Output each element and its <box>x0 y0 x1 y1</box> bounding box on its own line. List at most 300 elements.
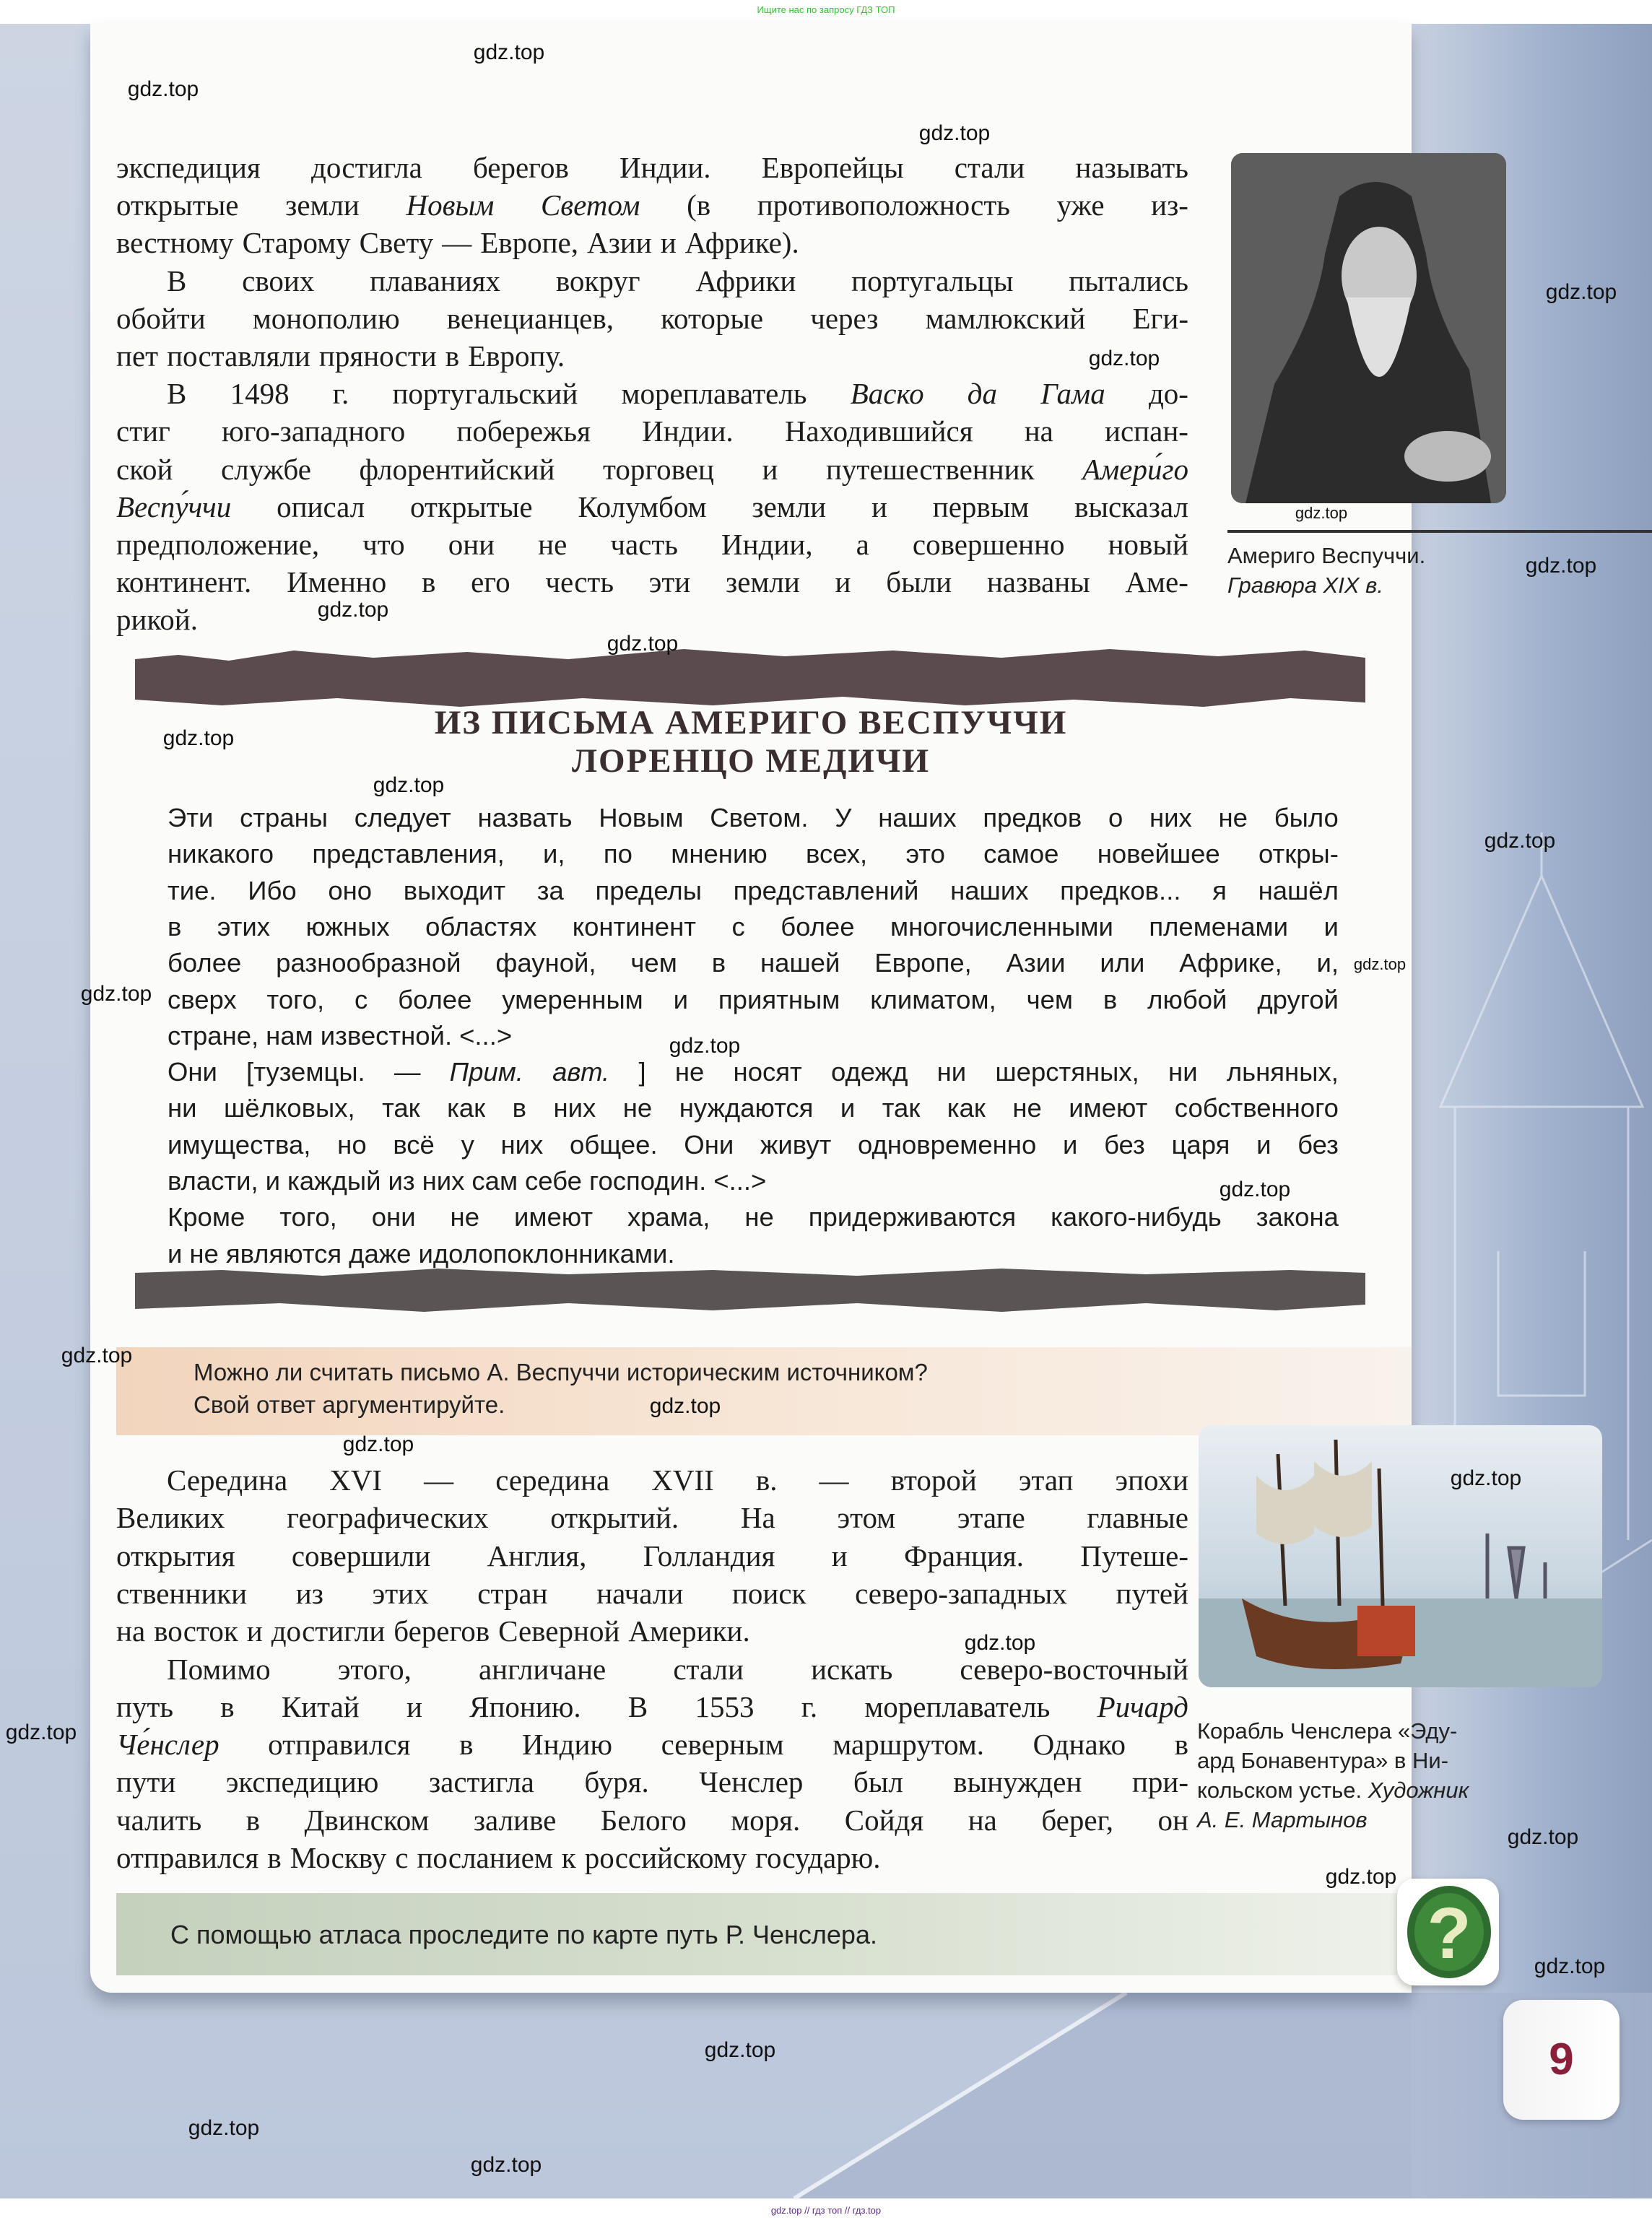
text-word: предков... <box>1060 875 1181 905</box>
text-line <box>116 1801 1188 1839</box>
text-word: этом <box>837 1501 896 1535</box>
text-word: живут <box>760 1129 832 1160</box>
text-word: храма, <box>627 1202 710 1232</box>
text-word: и <box>1323 911 1339 941</box>
letter-title-line2: ЛОРЕНЦО МЕДИЧИ <box>571 742 931 780</box>
text-word: в <box>512 1093 527 1123</box>
text-word: и <box>835 565 851 599</box>
text-word: 1498 <box>230 377 290 411</box>
text-word: г. <box>801 1689 818 1723</box>
text-word: нашёл <box>1258 875 1339 905</box>
text-line <box>116 1763 1188 1801</box>
text-word: них <box>422 1166 465 1196</box>
text-word: отправился <box>268 1728 411 1762</box>
text-word: Васко <box>850 377 924 411</box>
text-word: заливе <box>473 1803 557 1837</box>
watermark-text: gdz.top <box>473 40 545 64</box>
text-word: более <box>398 984 472 1014</box>
text-word: путешественник <box>825 452 1035 486</box>
text-word: фауной, <box>495 948 596 978</box>
text-word: и <box>265 1166 281 1196</box>
text-word: с <box>354 984 368 1014</box>
text-word: середина <box>495 1463 610 1497</box>
text-word: <...> <box>713 1166 767 1196</box>
text-word: Еги- <box>1132 301 1188 335</box>
text-word: сам <box>471 1166 518 1196</box>
text-word: Однако <box>1032 1728 1126 1762</box>
text-word: берег, <box>1041 1803 1113 1837</box>
text-word: моря. <box>731 1803 801 1837</box>
text-word: и <box>168 1238 183 1269</box>
text-word: к <box>561 1841 576 1874</box>
text-word: имущества, <box>168 1129 311 1160</box>
text-word: областях <box>425 911 537 941</box>
text-line <box>116 1726 1188 1763</box>
text-word: на <box>968 1803 997 1837</box>
vespucci-portrait-image <box>1231 153 1506 503</box>
caption-text: кольском устье. <box>1197 1778 1368 1803</box>
text-word: назвать <box>477 803 573 832</box>
text-line <box>116 488 1188 526</box>
text-word: племенами <box>1149 911 1289 941</box>
text-line <box>168 800 1339 836</box>
text-word: XVII <box>651 1463 714 1497</box>
text-word: следует <box>354 803 451 832</box>
text-word: более <box>781 911 855 941</box>
text-word: Индии, <box>721 528 813 561</box>
text-word: стали <box>673 1652 744 1686</box>
text-word: и <box>762 452 778 486</box>
text-word: и <box>871 490 887 523</box>
text-word: из <box>388 1166 415 1196</box>
watermark-text: gdz.top <box>342 1432 414 1456</box>
text-word: чалить <box>116 1803 202 1837</box>
text-word: г. <box>332 377 349 411</box>
watermark-text: gdz.top <box>1295 504 1348 522</box>
text-word: Европе, <box>874 948 972 978</box>
watermark-text: gdz.top <box>1484 829 1556 853</box>
text-word: носят <box>733 1057 802 1087</box>
text-word: португальский <box>392 377 578 411</box>
text-word: даже <box>349 1238 412 1269</box>
text-word: первым <box>932 490 1030 523</box>
text-word: пути <box>116 1765 176 1799</box>
watermark-text: gdz.top <box>1525 554 1597 578</box>
text-word: Гама <box>1040 377 1105 411</box>
text-word: предков <box>983 803 1082 832</box>
text-word: но <box>337 1129 367 1160</box>
text-word: общее. <box>570 1129 658 1160</box>
text-word: многочисленными <box>890 911 1113 941</box>
text-word: мореплаватель <box>864 1689 1051 1723</box>
text-line <box>168 1018 1339 1054</box>
top-notice: Ищите нас по запросу ГДЗ ТОП <box>0 0 1652 24</box>
text-word: государю. <box>755 1841 881 1874</box>
text-word: Африки <box>695 264 796 297</box>
text-word: мнению <box>671 839 768 869</box>
text-word: и, <box>1316 948 1339 978</box>
text-word: Европейцы <box>761 151 904 184</box>
text-word: не <box>1218 803 1248 832</box>
text-word: стран <box>477 1576 548 1610</box>
text-word: экспедиция <box>116 151 261 184</box>
text-word: Африке, <box>1179 948 1282 978</box>
portrait-caption <box>1227 541 1425 600</box>
text-word: англичане <box>478 1652 607 1686</box>
text-word: У <box>835 803 852 832</box>
text-word: более <box>168 948 242 978</box>
watermark-text: gdz.top <box>1088 347 1160 370</box>
text-word: монополию <box>252 301 400 335</box>
text-word: так <box>882 1093 921 1123</box>
text-word: Северной <box>498 1614 620 1648</box>
text-word: разнообразной <box>276 948 461 978</box>
text-line <box>116 375 1188 412</box>
watermark-text: gdz.top <box>317 598 389 622</box>
text-word: португальцы <box>851 264 1014 297</box>
text-word: и <box>831 1539 848 1572</box>
text-word: нам <box>266 1020 313 1050</box>
text-word: Середина <box>167 1463 288 1497</box>
text-word: каждый <box>287 1166 381 1196</box>
ship-caption-line <box>1197 1805 1508 1835</box>
text-word: что <box>362 528 405 561</box>
text-word: Сойдя <box>844 1803 924 1837</box>
text-word: Двинском <box>304 1803 430 1837</box>
text-word: царя <box>1171 1129 1230 1160</box>
text-line <box>116 1499 1188 1536</box>
text-word: в <box>267 1841 282 1874</box>
text-word: одежд <box>830 1057 908 1087</box>
text-word: он <box>1157 1803 1188 1837</box>
text-word: испан- <box>1105 414 1188 448</box>
text-line <box>116 186 1188 224</box>
text-word: открытые <box>410 490 533 523</box>
text-word: новейшее <box>1097 839 1220 869</box>
letter-top-banner <box>135 645 1365 710</box>
portrait-engraving-icon <box>1231 153 1506 503</box>
watermark-text: gdz.top <box>1507 1825 1579 1849</box>
text-word: как <box>947 1093 986 1123</box>
text-word: них <box>553 1093 596 1123</box>
text-word: шерстяных, <box>995 1057 1139 1087</box>
text-word: вокруг <box>555 264 640 297</box>
watermark-text: gdz.top <box>61 1344 133 1367</box>
watermark-text: gdz.top <box>704 2038 776 2062</box>
text-word: оно <box>328 875 373 905</box>
text-word: с <box>731 911 745 941</box>
text-word: пет <box>116 339 159 373</box>
text-word: 1553 <box>695 1689 755 1723</box>
text-word: Веспу́ччи <box>116 490 232 523</box>
text-word: совершенно <box>912 528 1065 561</box>
text-word: имеют <box>1069 1093 1148 1123</box>
text-word: страны <box>240 803 329 832</box>
text-word: они <box>448 528 495 561</box>
text-word: [туземцы. <box>246 1057 365 1087</box>
text-word: по <box>603 839 632 869</box>
text-word: и, <box>543 839 565 869</box>
text-word: посланием <box>417 1841 553 1874</box>
text-word: Европе, <box>480 226 578 260</box>
text-word: торговец <box>603 452 714 486</box>
text-line <box>116 1461 1188 1499</box>
text-line <box>168 1090 1339 1126</box>
text-word: о <box>1108 803 1123 832</box>
text-word: Они <box>168 1057 217 1087</box>
text-word: Новым <box>599 803 684 832</box>
task-text: С помощью атласа проследите по карте путь Р. Ченслера. <box>170 1920 877 1949</box>
text-word: XVI <box>329 1463 383 1497</box>
text-word: берегов <box>394 1614 490 1648</box>
text-word: южных <box>305 911 390 941</box>
text-line <box>168 982 1339 1018</box>
text-word: в <box>220 1689 235 1723</box>
text-word: континент <box>572 911 696 941</box>
text-word: его <box>471 565 510 599</box>
text-word: Светом <box>540 188 640 222</box>
text-word: нуждаются <box>679 1093 814 1123</box>
text-line <box>116 451 1188 488</box>
text-line <box>116 149 1188 186</box>
text-line <box>116 563 1188 601</box>
text-line <box>116 262 1188 300</box>
letter-bottom-banner <box>135 1267 1365 1314</box>
text-word: Помимо <box>167 1652 271 1686</box>
text-word: до- <box>1148 377 1188 411</box>
ship-caption-line <box>1197 1716 1508 1746</box>
watermark-text: gdz.top <box>649 1394 721 1418</box>
text-line <box>168 1163 1339 1199</box>
text-word: земли <box>285 188 360 222</box>
text-word: этих <box>372 1576 429 1610</box>
text-word: Китай <box>281 1689 360 1723</box>
text-word: власти, <box>168 1166 258 1196</box>
text-word: северо-восточный <box>960 1652 1188 1686</box>
text-word: искать <box>811 1652 893 1686</box>
watermark-text: gdz.top <box>964 1631 1036 1655</box>
watermark-text: gdz.top <box>607 632 679 656</box>
text-word: без <box>1297 1129 1339 1160</box>
watermark-text: gdz.top <box>373 773 445 797</box>
text-line <box>168 1054 1339 1090</box>
text-word: было <box>1274 803 1339 832</box>
text-word: мореплаватель <box>621 377 807 411</box>
text-word: Европу. <box>468 339 565 373</box>
text-word: Светом. <box>710 803 809 832</box>
letter-title-line1: ИЗ ПИСЬМА АМЕРИГО ВЕСПУЧЧИ <box>434 704 1068 741</box>
text-word: одновременно <box>858 1129 1037 1160</box>
text-word: открытий. <box>550 1501 679 1535</box>
text-word: стали <box>954 151 1025 184</box>
text-word: высказал <box>1074 490 1188 523</box>
text-word: Франция. <box>904 1539 1025 1572</box>
text-line <box>116 1839 1188 1876</box>
text-word: в <box>459 1728 474 1762</box>
text-word: в <box>421 565 436 599</box>
text-word: российскому <box>584 1841 747 1874</box>
text-line <box>168 836 1339 872</box>
watermark-text: gdz.top <box>1450 1466 1522 1490</box>
text-word: В <box>167 377 187 411</box>
text-word: являются <box>225 1238 342 1269</box>
text-word: уже <box>1056 188 1105 222</box>
caption-text: ард Бонавентура» в Ни- <box>1197 1748 1449 1773</box>
text-word: всё <box>393 1129 435 1160</box>
text-word: никакого <box>168 839 274 869</box>
ship-caption-line <box>1197 1775 1508 1805</box>
text-word: с <box>395 1841 409 1874</box>
text-word: ни <box>168 1093 197 1123</box>
caption-text: Художник <box>1368 1778 1469 1803</box>
text-word: чем <box>1026 984 1074 1014</box>
portrait-caption-subtitle: Гравюра XIX в. <box>1227 573 1383 598</box>
text-word: другой <box>1257 984 1339 1014</box>
watermark-text: gdz.top <box>162 726 235 750</box>
text-word: — <box>424 1463 454 1497</box>
text-word: восток <box>154 1614 238 1648</box>
text-word: или <box>1100 948 1145 978</box>
watermark-text: gdz.top <box>5 1720 77 1744</box>
text-word: отправился <box>116 1841 259 1874</box>
ship-caption <box>1197 1716 1508 1835</box>
text-word: главные <box>1087 1501 1188 1535</box>
text-word: своих <box>242 264 315 297</box>
text-word: — <box>442 226 472 260</box>
text-word: На <box>740 1501 775 1535</box>
text-word: Свету <box>359 226 434 260</box>
text-word: стиг <box>116 414 170 448</box>
text-word: — <box>394 1057 421 1087</box>
text-word: климатом, <box>870 984 996 1014</box>
text-line <box>116 1575 1188 1612</box>
text-word: не <box>450 1202 480 1232</box>
text-word: без <box>1104 1129 1145 1160</box>
text-line <box>116 1688 1188 1726</box>
text-word: них <box>500 1129 544 1160</box>
text-word: континент. <box>116 565 252 599</box>
text-word: открытия <box>116 1539 235 1572</box>
text-word: так <box>382 1093 420 1123</box>
text-word: Москву <box>290 1841 387 1874</box>
text-line <box>116 224 1188 261</box>
text-word: закона <box>1256 1202 1339 1232</box>
text-word: и <box>840 1093 856 1123</box>
text-word: и <box>1256 1129 1271 1160</box>
text-word: того, <box>279 1202 337 1232</box>
text-word: шёлковых, <box>224 1093 355 1123</box>
text-word: в <box>1174 1728 1188 1762</box>
svg-text:?: ? <box>1427 1893 1471 1974</box>
text-word: какого-нибудь <box>1051 1202 1222 1232</box>
text-word: выходит <box>403 875 506 905</box>
text-word: второй <box>890 1463 977 1497</box>
watermark-text: gdz.top <box>1219 1178 1291 1201</box>
text-word: Великих <box>116 1501 225 1535</box>
text-word: умеренным <box>502 984 643 1014</box>
text-word: не <box>622 1093 653 1123</box>
text-word: был <box>853 1765 903 1799</box>
text-word: Индии. <box>619 151 711 184</box>
text-word: северным <box>661 1728 784 1762</box>
text-word: Находившийся <box>784 414 973 448</box>
text-word: Кроме <box>168 1202 245 1232</box>
text-line <box>116 300 1188 337</box>
caption-text: Корабль Ченслера «Эду- <box>1197 1718 1458 1744</box>
text-word: Азии <box>1006 948 1066 978</box>
text-word: ни <box>1168 1057 1198 1087</box>
text-word: маршрутом. <box>832 1728 985 1762</box>
text-word: Азии <box>587 226 652 260</box>
text-word: наших <box>950 875 1029 905</box>
text-word: венецианцев, <box>446 301 614 335</box>
text-word: географических <box>287 1501 489 1535</box>
text-word: юго-западного <box>222 414 406 448</box>
text-word: за <box>536 875 564 905</box>
text-word: ской <box>116 452 173 486</box>
text-word: из <box>295 1576 323 1610</box>
text-word: Колумбом <box>578 490 707 523</box>
text-word: я <box>1212 875 1227 905</box>
text-word: флорентийский <box>359 452 555 486</box>
caption-divider <box>1227 530 1652 533</box>
text-word: из- <box>1151 188 1188 222</box>
text-word: называть <box>1075 151 1188 184</box>
watermark-text: gdz.top <box>470 2153 542 2177</box>
text-word: <...> <box>459 1020 513 1050</box>
caption-text: А. Е. Мартынов <box>1197 1807 1368 1832</box>
text-word: льняных, <box>1226 1057 1339 1087</box>
text-word: предположение, <box>116 528 320 561</box>
text-word: застигла <box>428 1765 534 1799</box>
text-word: в <box>1103 984 1118 1014</box>
watermark-text: gdz.top <box>1325 1865 1397 1889</box>
text-word: северо-западных <box>855 1576 1067 1610</box>
text-word: пытались <box>1069 264 1188 297</box>
text-word: в. <box>755 1463 778 1497</box>
text-word: Старому <box>242 226 351 260</box>
text-word: Белого <box>600 1803 687 1837</box>
text-word: на <box>1024 414 1053 448</box>
text-word: они <box>371 1202 416 1232</box>
text-word: этих <box>217 911 271 941</box>
text-word: в <box>245 1803 261 1837</box>
watermark-text: gdz.top <box>127 77 199 101</box>
portrait-caption-title: Америго Веспуччи. <box>1227 543 1426 568</box>
ship-caption-line <box>1197 1746 1508 1775</box>
text-word: Японию. <box>469 1689 581 1723</box>
text-word: рикой. <box>116 603 198 637</box>
question-line1: Можно ли считать письмо А. Веспуччи историческим источником? <box>194 1359 928 1385</box>
text-word: собственного <box>1174 1093 1339 1123</box>
text-word: плаваниях <box>370 264 501 297</box>
text-word: ни <box>936 1057 967 1087</box>
text-line <box>168 1199 1339 1235</box>
text-word: Америки. <box>628 1614 750 1648</box>
text-word: у <box>461 1129 474 1160</box>
text-word: через <box>810 301 879 335</box>
text-word: в <box>445 339 460 373</box>
text-word: В <box>167 264 187 297</box>
text-word: а <box>856 528 869 561</box>
text-word: на <box>116 1614 146 1648</box>
text-word: откры- <box>1258 839 1339 869</box>
text-word: Африке). <box>684 226 799 260</box>
text-word: названы <box>986 565 1090 599</box>
page-number: 9 <box>1503 2000 1620 2120</box>
footer-text: gdz.top // гдз топ // гдз.top <box>0 2198 1652 2223</box>
text-word: не <box>1012 1093 1042 1123</box>
